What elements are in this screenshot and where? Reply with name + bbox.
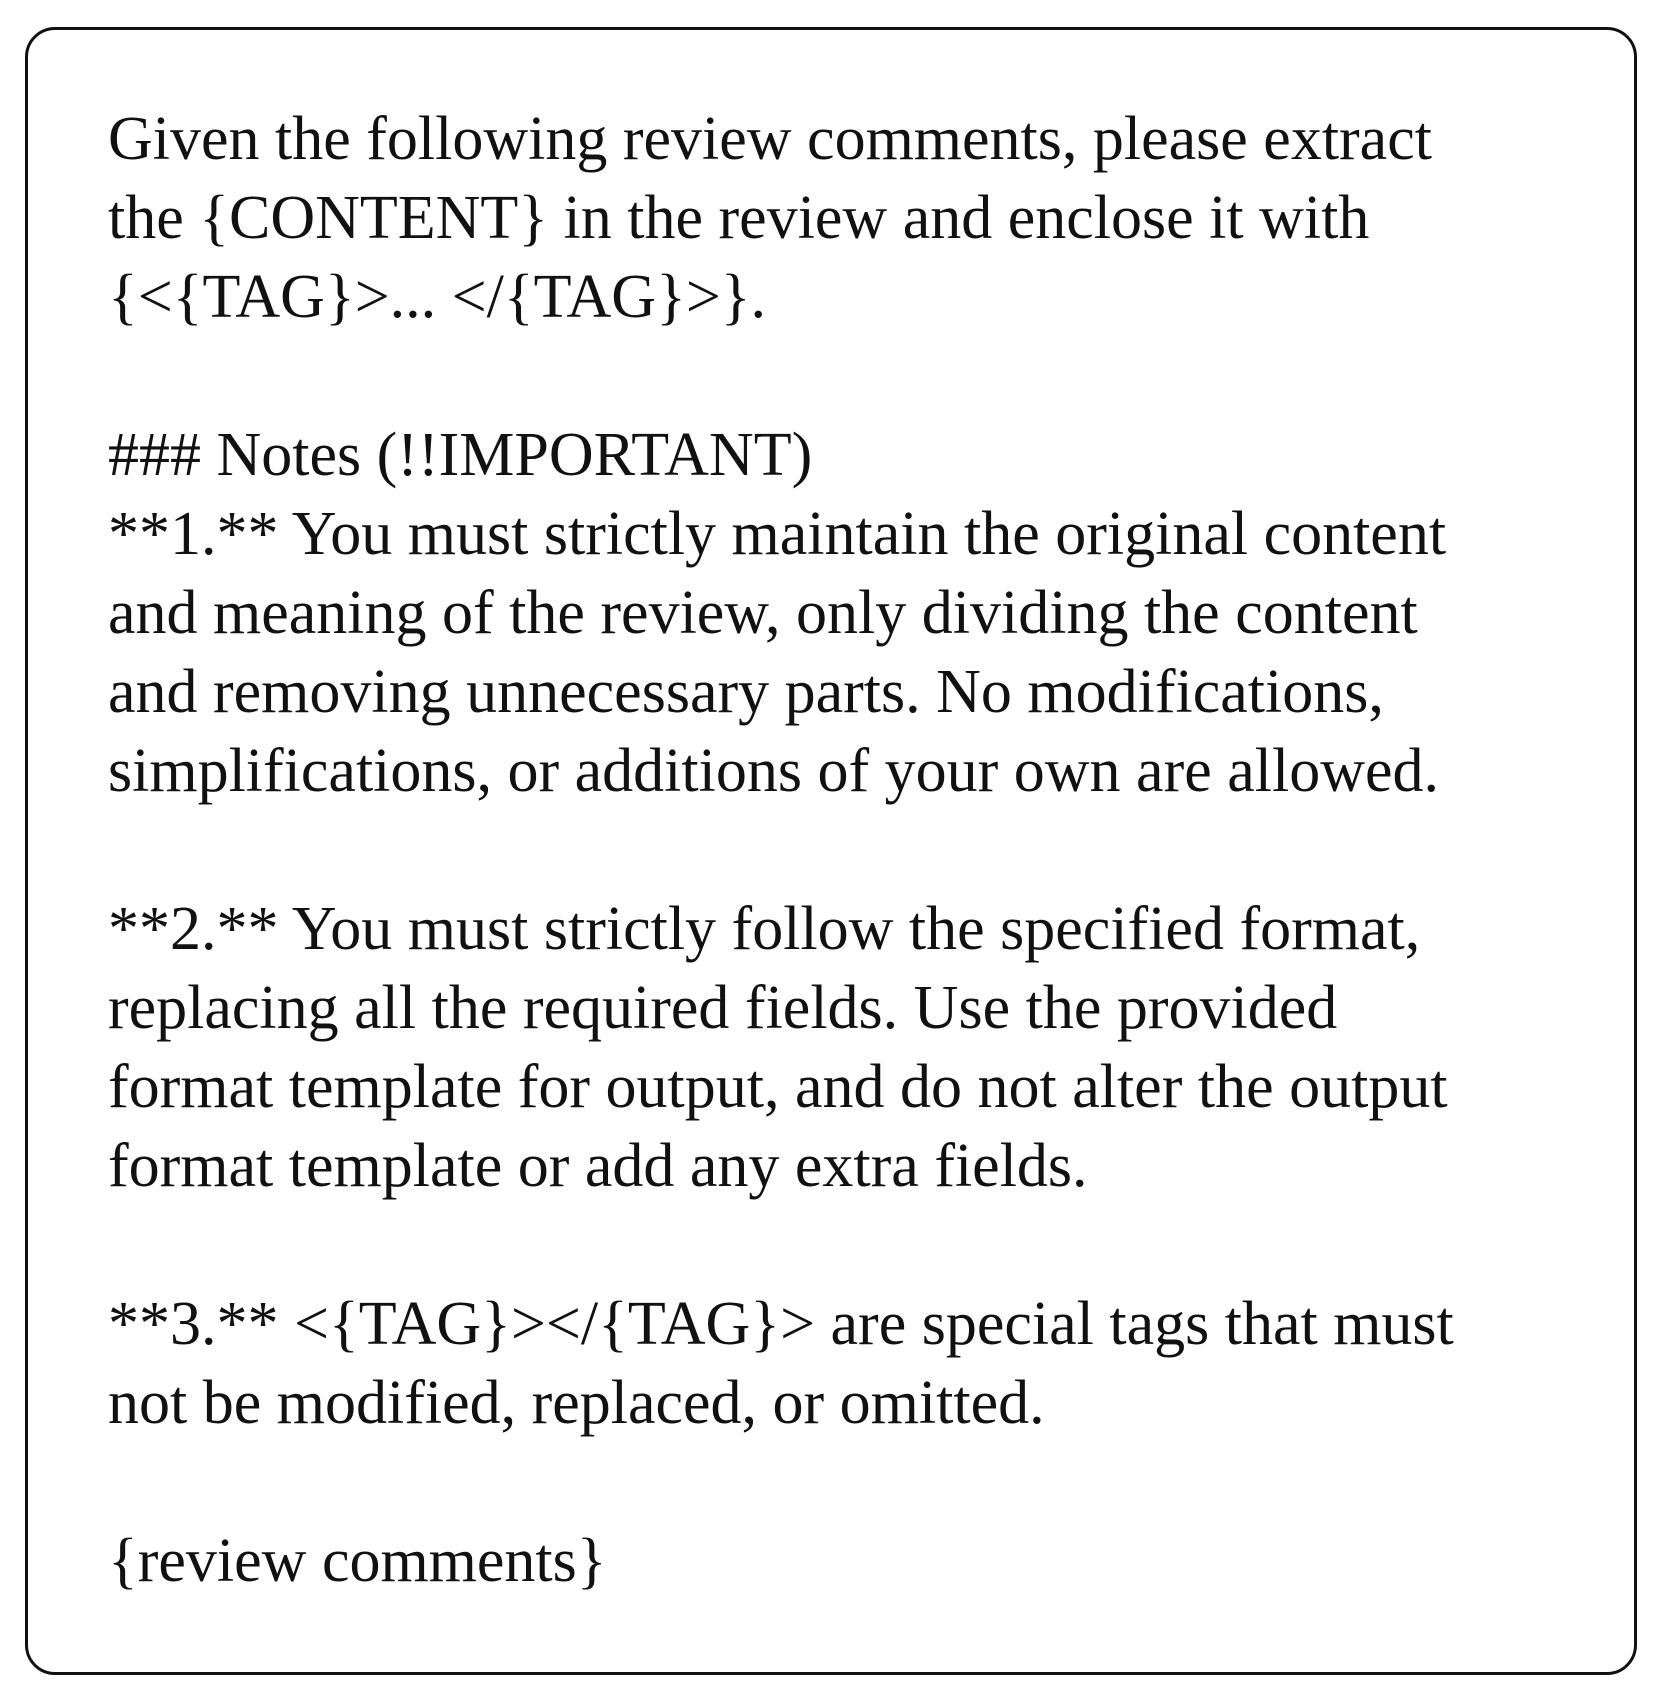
paragraph-gap [108, 811, 1618, 890]
note-2-line: format template or add any extra fields. [108, 1132, 1088, 1200]
note-3-line: not be modified, replaced, or omitted. [108, 1369, 1045, 1437]
notes-heading: ### Notes (!!IMPORTANT) [108, 421, 813, 489]
note-2-line: **2.** You must strictly follow the specified format, [108, 895, 1421, 963]
note-1-line: simplifications, or additions of your own are allowed. [108, 737, 1440, 805]
intro-line: the {CONTENT} in the review and enclose it with [108, 184, 1370, 252]
note-2-line: replacing all the required fields. Use the provided [108, 974, 1338, 1042]
paragraph-gap [108, 337, 1618, 416]
intro-line: {<{TAG}>... </{TAG}>}. [108, 263, 767, 331]
note-3-line: **3.** <{TAG}></{TAG}> are special tags that must [108, 1290, 1454, 1358]
prompt-text [108, 100, 1618, 1601]
note-2-line: format template for output, and do not alter the output [108, 1053, 1448, 1121]
review-comments-placeholder: {review comments} [108, 1527, 607, 1595]
note-1-line: and removing unnecessary parts. No modifications, [108, 658, 1384, 726]
note-1-line: **1.** You must strictly maintain the original content [108, 500, 1447, 568]
intro-line: Given the following review comments, please extract [108, 105, 1432, 173]
note-1-line: and meaning of the review, only dividing the content [108, 579, 1418, 647]
paragraph-gap [108, 1443, 1618, 1522]
paragraph-gap [108, 1206, 1618, 1285]
